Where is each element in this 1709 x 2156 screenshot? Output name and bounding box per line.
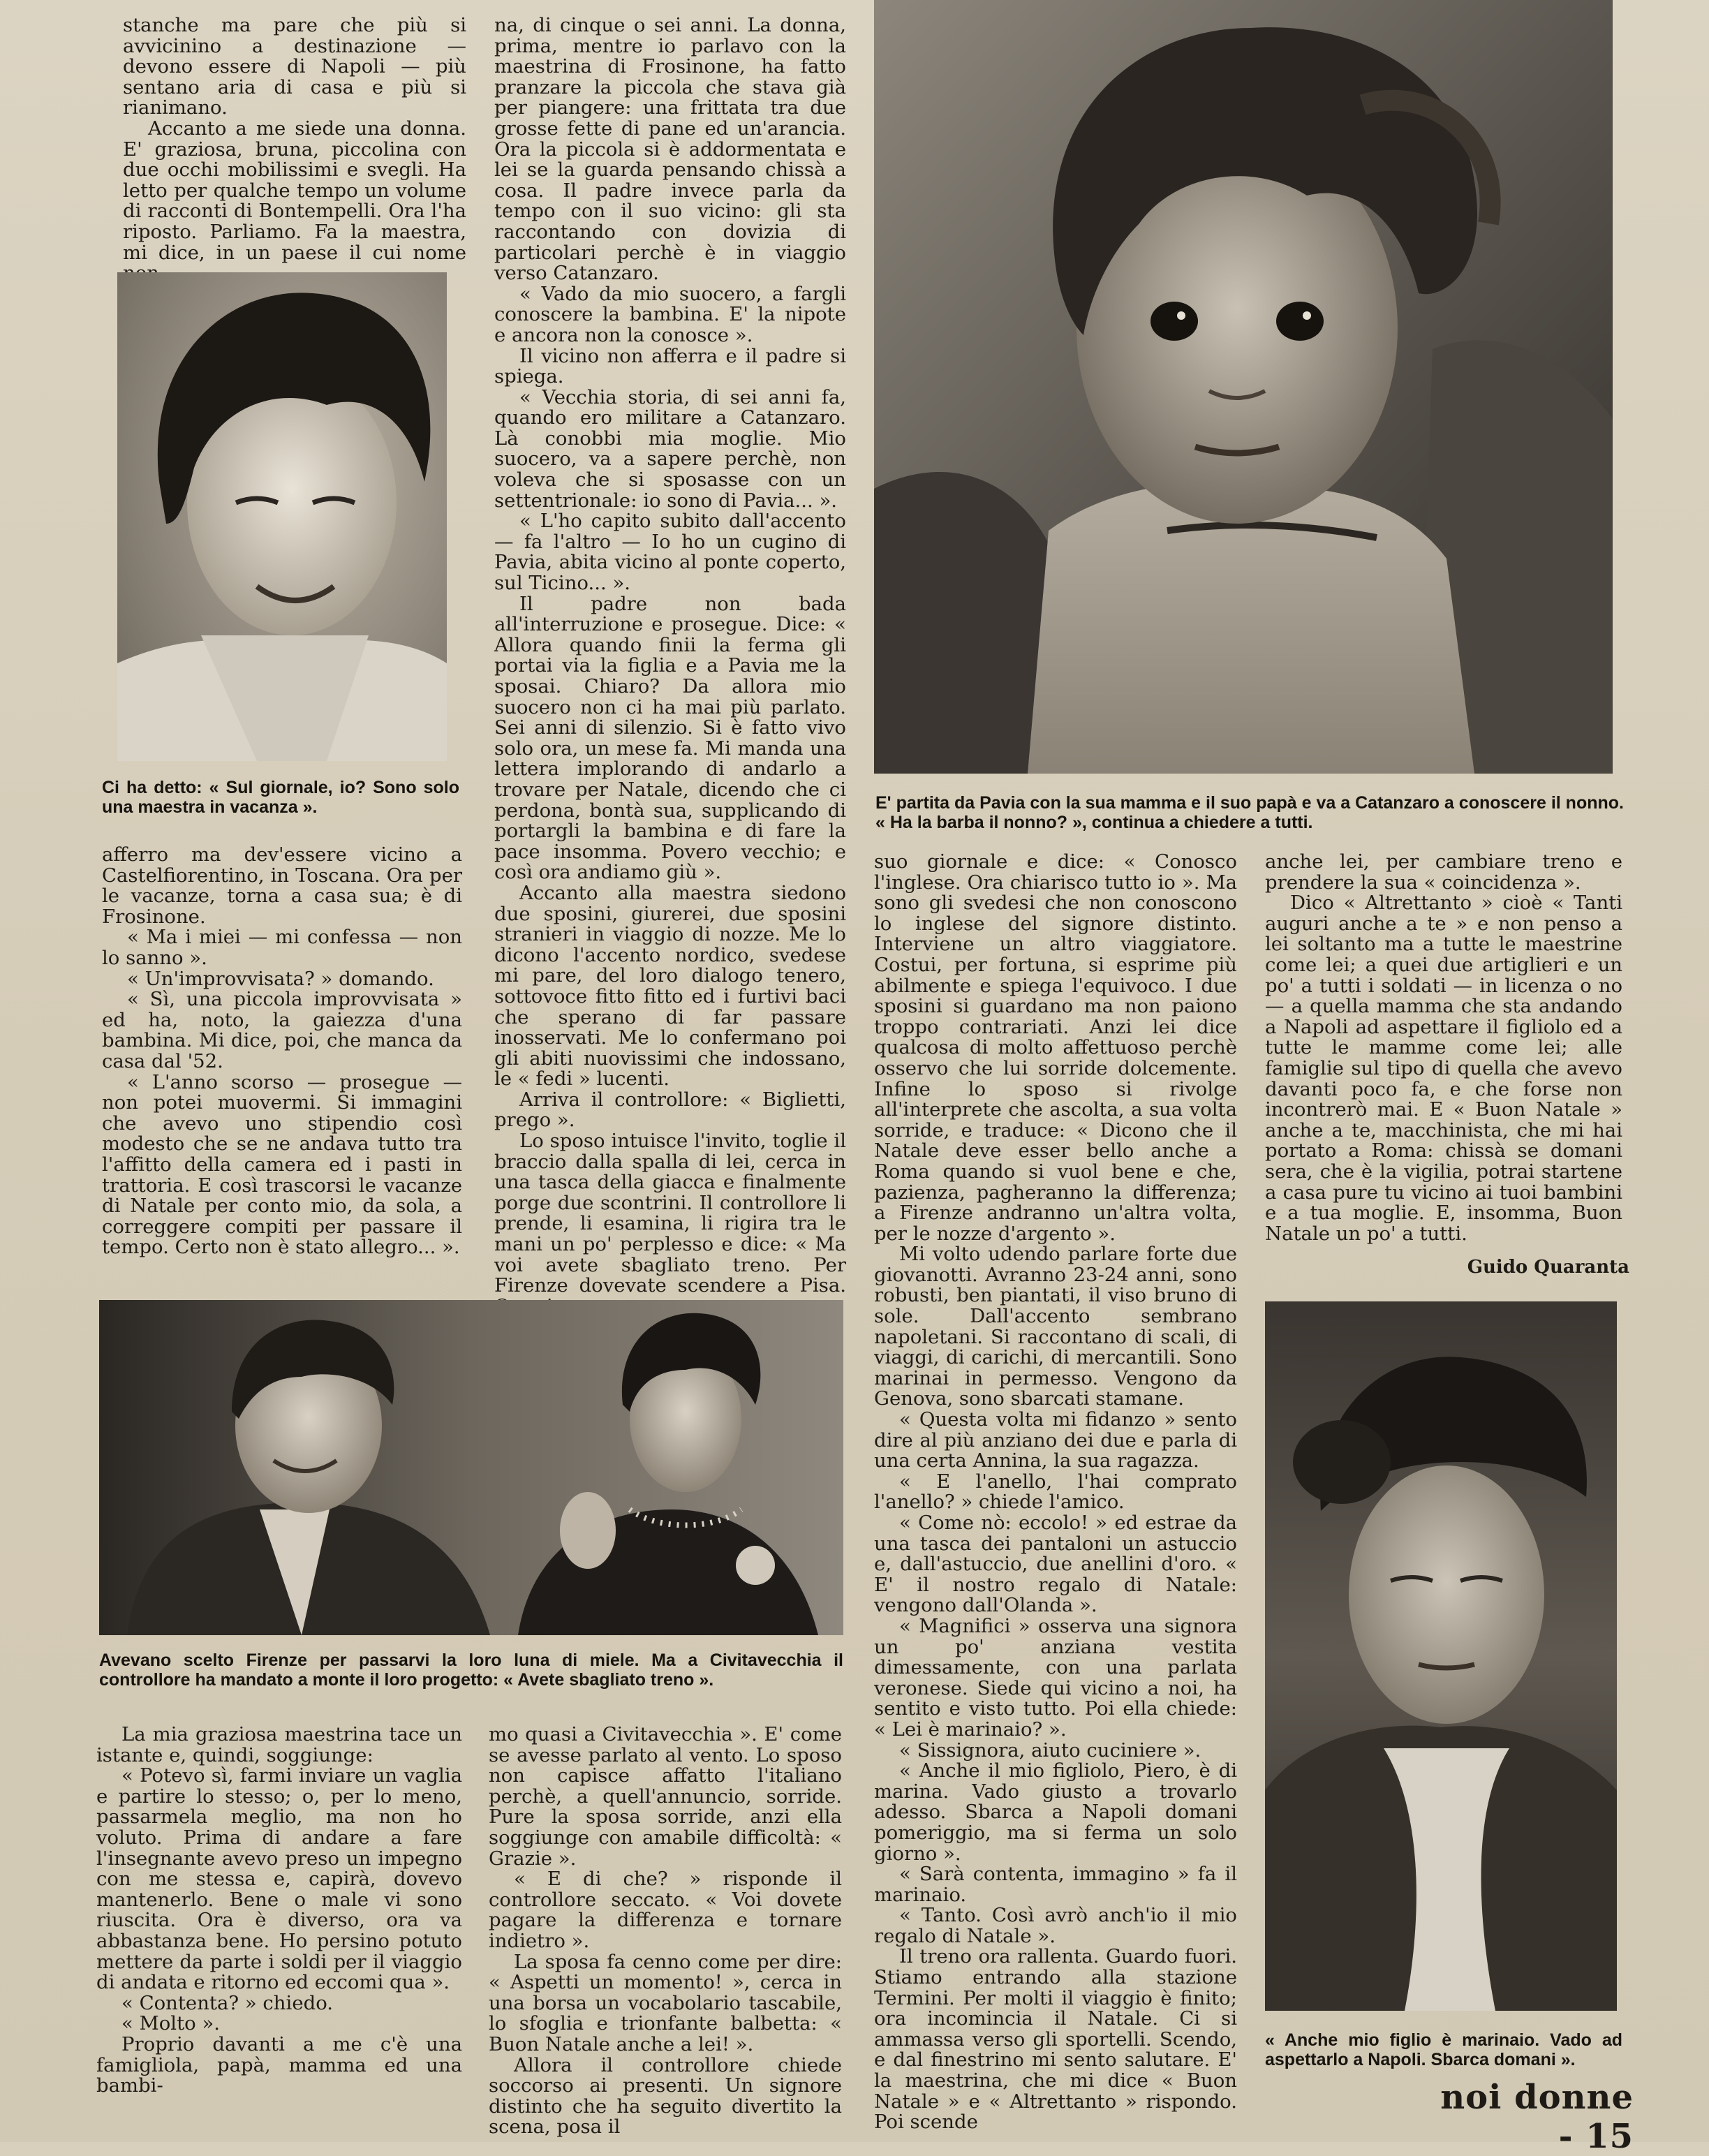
paragraph: « Vecchia storia, di sei anni fa, quando ero militare a Catanzaro. Là conobbi mia moglie. Mio suocero, va a sapere perchè, non voleva che si sposasse con un settentrionale: io sono di Pavia... ».	[494, 385, 846, 512]
paragraph: Dico « Altrettanto » cioè « Tanti auguri anche a te » e non penso a lei soltanto ma a tutte le maestrine come lei; a quei due artiglieri e un po' a tutti i soldati — in licenza o no — a quella mamma che sta andando a Napoli ad aspettare il figliolo ed a tutte le mamme come lei; alle famiglie sul tipo di quella che avevo davanti poco fa, e che forse non incontrerò mai. E « Buon Natale » anche a te, macchinista, che mi hai portato a Roma: chissà se domani sera, che è la vigilia, potrai startene a casa pure tu vicino ai tuoi bambini e a tua moglie. E, insomma, Buon Natale un po' a tutti.	[1265, 892, 1622, 1245]
couple-graphic	[99, 1300, 843, 1635]
photo-smiling-woman	[117, 272, 447, 761]
paragraph: na, di cinque o sei anni. La donna, prima, mentre io parlavo con la maestrina di Frosinone, ha fatto pranzare la piccola che stava già per piangere: una frittata tra due grosse fette di pane ed un'arancia. Ora la piccola si è addormentata e lei se la guarda pensando chissà a cosa. Il padre invece parla da tempo con il suo vicino: gli sta raccontando con dovizia di particolari perchè è in viaggio verso Catanzaro.	[494, 14, 846, 285]
paragraph: Proprio davanti a me c'è una famigliola, papà, mamma ed una bambi-	[96, 2032, 462, 2097]
paragraph: « Vado da mio suocero, a fargli conoscere la bambina. E' la nipote e ancora non la conosce ».	[494, 282, 846, 346]
paragraph: Il vicino non afferra e il padre si spiega.	[494, 344, 846, 388]
paragraph: « Sì, una piccola improvvisata » ed ha, noto, la gaiezza d'una bambina. Mi dice, poi, che manca da casa dal '52.	[102, 988, 462, 1072]
paragraph: suo giornale e dice: « Conosco l'inglese. Ora chiarisco tutto io ». Ma sono gli svedesi che non conoscono lo inglese del signore distinto. Interviene un altro viaggiatore. Costui, per fortuna, si esprime più abilmente e spiega l'equivoco. I due sposini si guardano ma non paiono troppo contrariati. Anzi lei dice qualcosa di molto affettuoso perchè osservo che lui sorride dolcemente. Infine lo sposo si rivolge all'interprete che ascolta, a sua volta sorride, e traduce: « Dicono che il Natale deve esser bello anche a Roma quando si vuol bene e che, pazienza, pagheranno la differenza; a Firenze andranno un'altra volta, per le nozze d'argento ».	[874, 850, 1237, 1245]
text-column-6	[96, 1725, 462, 2116]
text-column-2	[102, 845, 462, 1278]
paragraph: « Ma i miei — mi confessa — non lo sanno ».	[102, 926, 462, 969]
paragraph: Il treno ora rallenta. Guardo fuori. Stiamo entrando alla stazione Termini. Per molti il viaggio è finito; ora incomincia il Natale. Ci si ammassa verso gli sportelli. Scendo, e dal finestrino mi sento salutare. E' la maestrina, che mi dice « Buon Natale » e « Altrettanto » rispondo. Poi scende	[874, 1945, 1237, 2134]
text-column-4	[874, 850, 1237, 2134]
paragraph: « Contenta? » chiedo.	[121, 1991, 334, 2014]
paragraph: « Sissignora, aiuto cuciniere ».	[899, 1738, 1201, 1762]
paragraph: « Questa volta mi fidanzo » sento dire al più anziano dei due e parla di una certa Annina, la sua ragazza.	[874, 1408, 1237, 1472]
page-folio: noi donne - 15	[1440, 2078, 1634, 2156]
paragraph: Allora il controllore chiede soccorso ai presenti. Un signore distinto che ha seguito divertito la scena, posa il	[489, 2053, 842, 2139]
caption-couple: Avevano scelto Firenze per passarvi la loro luna di miele. Ma a Civitavecchia il controllore ha mandato a monte il loro progetto: « Avete sbagliato treno ».	[99, 1651, 843, 1690]
paragraph: « Un'improvvisata? » domando.	[127, 967, 434, 990]
paragraph: « Tanto. Così avrò anch'io il mio regalo di Natale ».	[874, 1904, 1237, 1947]
paragraph: « Sarà contenta, immagino » fa il marinaio.	[874, 1863, 1237, 1906]
paragraph: « L'anno scorso — prosegue — non potei muovermi. Si immagini che avevo uno stipendio così modesto che se ne andava tutto tra l'affitto della camera ed i pasti in trattoria. E così trascorsi le vacanze di Natale per conto mio, da sola, a correggere compiti per passare il tempo. Certo non è stato allegro... ».	[102, 1070, 462, 1259]
paragraph: anche lei, per cambiare treno e prendere la sua « coincidenza ».	[1265, 850, 1622, 894]
elderly-woman-graphic	[1265, 1301, 1617, 2011]
paragraph: Mi volto udendo parlare forte due giovanotti. Avranno 23-24 anni, sono robusti, ben piantati, il viso bruno di sole. Dall'accento sembrano napoletani. Si raccontano di scali, di viaggi, di carichi, di mercantili. Sono marinai in permesso. Vengono da Genova, sono sbarcati stamane.	[874, 1243, 1237, 1410]
paragraph: Accanto alla maestra siedono due sposini, giurerei, due sposini stranieri in viaggio di nozze. Me lo dicono l'accento nordico, svedese mi pare, del loro dialogo tenero, sottovoce fitto fitto ed i furtivi baci che sperano di far passare inosservati. Me lo confermano poi gli abiti nuovissimi che indossano, le « fedi » lucenti.	[494, 881, 846, 1091]
photo-honeymoon-couple	[99, 1300, 843, 1635]
paragraph: afferro ma dev'essere vicino a Castelfiorentino, in Toscana. Ora per le vacanze, torna a casa sua; è di Frosinone.	[102, 843, 462, 928]
paragraph: mo quasi a Civitavecchia ». E' come se avesse parlato al vento. Lo sposo non capisce affatto l'italiano perchè, a quell'annuncio, sorride. Pure la sposa sorride, anzi ella soggiunge con amabile difficoltà: « Grazie ».	[489, 1723, 842, 1870]
caption-mother: « Anche mio figlio è marinaio. Vado ad aspettarlo a Napoli. Sbarca domani ».	[1265, 2030, 1622, 2069]
paragraph: « Come nò: eccolo! » ed estrae da una tasca dei pantaloni un astuccio e, dall'astuccio, due anellini d'oro. « E' il nostro regalo di Natale: vengono dall'Olanda ».	[874, 1512, 1237, 1617]
woman-portrait-graphic	[117, 272, 447, 761]
paragraph: « Anche il mio figliolo, Piero, è di marina. Vado giusto a trovarlo adesso. Sbarca a Napoli domani pomeriggio, ma si ferma un solo giorno ».	[874, 1759, 1237, 1865]
paragraph: La mia graziosa maestrina tace un istante e, quindi, soggiunge:	[96, 1723, 462, 1766]
caption-teacher: Ci ha detto: « Sul giornale, io? Sono solo una maestra in vacanza ».	[102, 778, 459, 817]
paragraph: stanche ma pare che più si avvicinino a destinazione — devono essere di Napoli — più sentano aria di casa e più si rianimano.	[123, 14, 466, 119]
text-column-3	[494, 14, 846, 1297]
paragraph: « Magnifici » osserva una signora un po' anziana vestita dimessamente, con una parlata veronese. Siede qui vicino a noi, ha sentito e visto tutto. Poi ella chiede: « Lei è marinaio? ».	[874, 1614, 1237, 1741]
girl-portrait-graphic	[874, 0, 1613, 774]
paragraph: Lo sposo intuisce l'invito, toglie il braccio dalla spalla di lei, cerca in una tasca della giacca e finalmente porge due scontrini. Il controllore li prende, li esamina, li rigira tra le mani un po' perplesso e dice: « Ma voi avete sbagliato treno. Per Firenze dovevate scendere a Pisa.	[494, 1130, 846, 1297]
paragraph: La sposa fa cenno come per dire: « Aspetti un momento! », cerca in una borsa un vocabolario tascabile, lo sfoglia e trionfante balbetta: « Buon Natale anche a lei! ».	[489, 1950, 842, 2055]
paragraph: « E l'anello, l'hai comprato l'anello? » chiede l'amico.	[874, 1470, 1237, 1514]
text-column-5	[1265, 852, 1622, 1250]
text-column-7	[489, 1723, 842, 2139]
paragraph: « Molto ».	[121, 2012, 220, 2035]
photo-elderly-woman-hat	[1265, 1301, 1617, 2011]
paragraph: « L'ho capito subito dall'accento — fa l'altro — Io ho un cugino di Pavia, abita vicino al ponte coperto, sul Ticino... ».	[494, 510, 846, 595]
paragraph: Accanto a me siede una donna. E' graziosa, bruna, piccolina con due occhi mobilissimi e svegli. Ha letto per qualche tempo un volume di racconti di Bontempelli. Ora l'ha riposto. Parliamo. Fa la maestra, mi dice, in un paese il cui nome	[123, 117, 466, 264]
photo-little-girl	[874, 0, 1613, 774]
paragraph: Il padre non bada all'interruzione e prosegue. Dice: « Allora quando finii la ferma gli portai via la figlia e a Pavia me la sposai. Chiaro? Da allora mio suocero non ci ha mai più parlato. Sei anni di silenzio. Si è fatto vivo solo ora, un mese fa. Mi manda una lettera implorando di andarlo a trovare per Natale, dicendo che ci perdona, bontà sua, supplicando di portargli la bambina e di fare la pace insomma. Povero vecchio; e così ora andiamo giù ».	[494, 592, 846, 884]
paragraph: Arriva il controllore: « Biglietti, prego ».	[494, 1088, 846, 1132]
author-signature: Guido Quaranta	[1467, 1257, 1629, 1278]
paragraph: « E di che? » risponde il controllore seccato. « Voi dovete pagare la differenza e tornare indietro ».	[489, 1868, 842, 1952]
text-column-1	[123, 14, 466, 264]
caption-child: E' partita da Pavia con la sua mamma e il suo papà e va a Catanzaro a conoscere il nonno. « Ha la barba il nonno? », continua a chiedere a tutti.	[875, 793, 1624, 832]
paragraph: « Potevo sì, farmi inviare un vaglia e partire lo stesso; o, per lo meno, passarmela meglio, ma non ho voluto. Prima di andare a fare l'insegnante avevo preso un impegno con me stessa e, capirà, dovevo mantenerlo. Bene o male vi sono riuscita. Ora è diverso, ora va abbastanza bene. Ho persino potuto mettere da parte i soldi per il viaggio di andata e ritorno ed eccomi qua ».	[96, 1764, 462, 1994]
